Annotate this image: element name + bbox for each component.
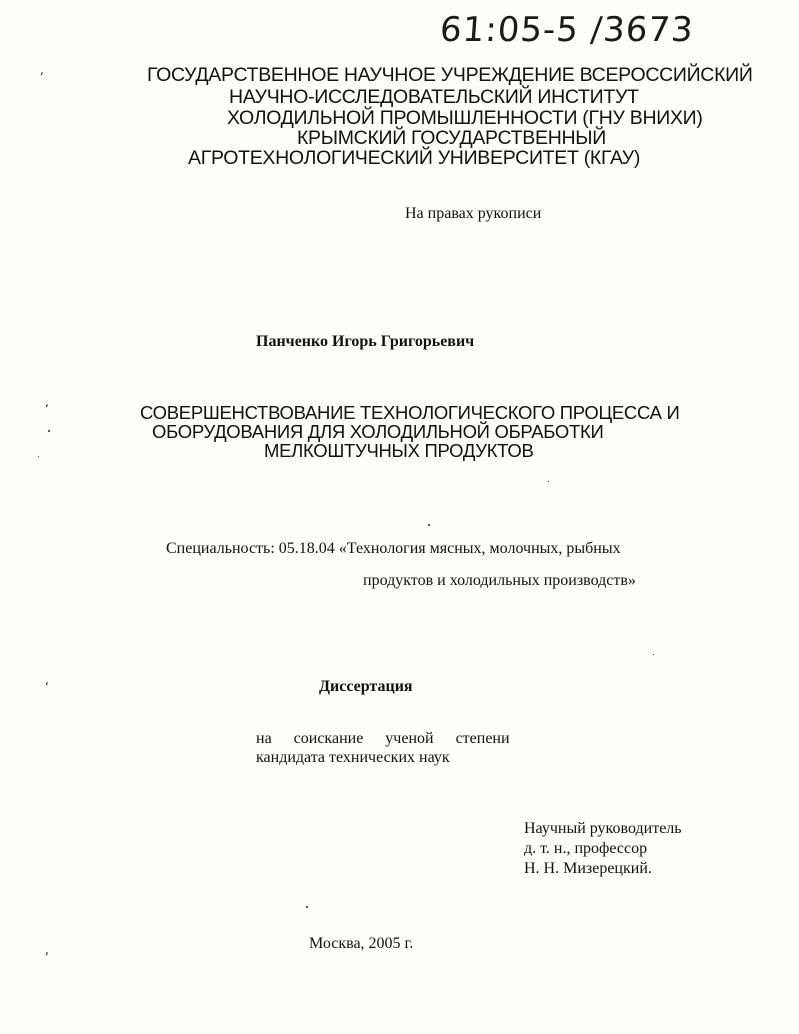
thesis-title-line-3: МЕЛКОШТУЧНЫХ ПРОДУКТОВ [264, 440, 534, 461]
scan-speck [548, 481, 549, 482]
manuscript-rights-note: На правах рукописи [405, 205, 542, 222]
handwritten-archive-number: 61:05-5 /3673 [438, 10, 696, 50]
scan-mark: ʻ [45, 680, 49, 694]
institution-line-3: ХОЛОДИЛЬНОЙ ПРОМЫШЛЕННОСТИ (ГНУ ВНИХИ) [227, 107, 703, 129]
institution-line-4: КРЫМСКИЙ ГОСУДАРСТВЕННЫЙ [297, 127, 606, 149]
degree-line-2: кандидата технических наук [256, 749, 450, 766]
thesis-title-line-2: ОБОРУДОВАНИЯ ДЛЯ ХОЛОДИЛЬНОЙ ОБРАБОТКИ [152, 421, 604, 442]
specialty-line-2: продуктов и холодильных производств» [363, 572, 636, 589]
scan-mark: ʻ [40, 70, 44, 84]
institution-line-1: ГОСУДАРСТВЕННОЕ НАУЧНОЕ УЧРЕЖДЕНИЕ ВСЕРОССИЙСКИЙ [147, 64, 753, 86]
author-name: Панченко Игорь Григорьевич [256, 333, 475, 350]
specialty-line-1: Специальность: 05.18.04 «Технология мясных, молочных, рыбных [166, 540, 621, 557]
scan-speck [428, 524, 430, 526]
scan-speck [306, 906, 308, 908]
thesis-title-line-1: СОВЕРШЕНСТВОВАНИЕ ТЕХНОЛОГИЧЕСКОГО ПРОЦЕССА И [140, 402, 680, 423]
degree-line-1: на соискание ученой степени [256, 730, 510, 747]
advisor-name: Н. Н. Мизерецкий. [524, 860, 652, 877]
institution-line-2: НАУЧНО-ИССЛЕДОВАТЕЛЬСКИЙ ИНСТИТУТ [229, 86, 639, 108]
advisor-role: Научный руководитель [524, 820, 682, 837]
place-and-year: Москва, 2005 г. [309, 935, 414, 952]
document-type-heading: Диссертация [319, 678, 413, 695]
scan-speck [38, 456, 39, 457]
advisor-degree: д. т. н., профессор [524, 840, 648, 857]
scan-mark: ʻ [45, 402, 49, 416]
scan-mark: ʻ [45, 950, 49, 964]
scan-speck [653, 654, 654, 655]
institution-line-5: АГРОТЕХНОЛОГИЧЕСКИЙ УНИВЕРСИТЕТ (КГАУ) [188, 147, 641, 169]
scan-speck [48, 430, 50, 432]
